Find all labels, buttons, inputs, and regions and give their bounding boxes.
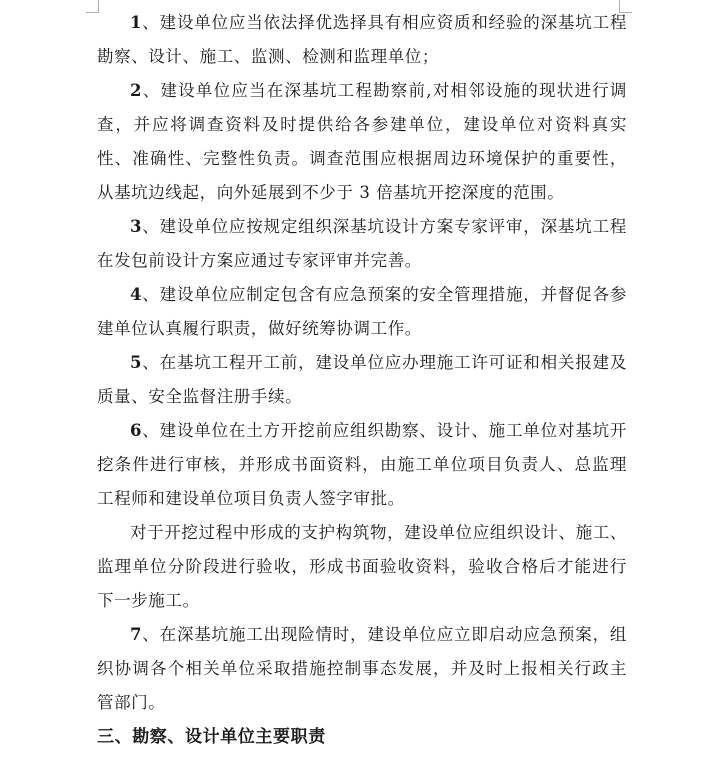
item-number: 1 xyxy=(130,13,143,32)
paragraph-text: 、建设单位应按规定组织深基坑设计方案专家评审，深基坑工程在发包前设计方案应通过专家评审并完善。 xyxy=(97,217,627,270)
paragraph-4 xyxy=(97,278,627,346)
paragraph-text: 、在基坑工程开工前，建设单位应办理施工许可证和相关报建及质量、安全监督注册手续。 xyxy=(97,353,627,406)
paragraph-3 xyxy=(97,210,627,278)
item-number: 4 xyxy=(130,285,143,304)
section-heading: 三、勘察、设计单位主要职责 xyxy=(97,727,326,747)
paragraph-1 xyxy=(97,6,627,74)
item-number: 3 xyxy=(130,217,143,236)
item-number: 6 xyxy=(130,421,143,440)
paragraph-text: 对于开挖过程中形成的支护构筑物，建设单位应组织设计、施工、监理单位分阶段进行验收，形成书面验收资料，验收合格后才能进行下一步施工。 xyxy=(97,523,627,610)
paragraph-text: 、建设单位应当依法择优选择具有相应资质和经验的深基坑工程勘察、设计、施工、监测、检测和监理单位； xyxy=(97,13,627,66)
paragraph-text: 、建设单位应当在深基坑工程勘察前,对相邻设施的现状进行调查，并应将调查资料及时提供给各参建单位，建设单位对资料真实性、准确性、完整性负责。调查范围应根据周边环境保护的重要性，从基坑边线起，向外延展到不少于 3 倍基坑开挖深度的范围。 xyxy=(97,81,627,202)
paragraph-5 xyxy=(97,346,627,414)
item-number: 5 xyxy=(130,353,143,372)
paragraph-2 xyxy=(97,74,627,210)
paragraph-text: 、在深基坑施工出现险情时，建设单位应立即启动应急预案，组织协调各个相关单位采取措施控制事态发展，并及时上报相关行政主管部门。 xyxy=(97,625,627,712)
paragraph-6-continuation xyxy=(97,516,627,618)
item-number: 7 xyxy=(130,625,143,644)
paragraph-text: 、建设单位应制定包含有应急预案的安全管理措施，并督促各参建单位认真履行职责，做好统筹协调工作。 xyxy=(97,285,627,338)
paragraph-text: 、建设单位在土方开挖前应组织勘察、设计、施工单位对基坑开挖条件进行审核，并形成书面资料，由施工单位项目负责人、总监理工程师和建设单位项目负责人签字审批。 xyxy=(97,421,627,508)
item-number: 2 xyxy=(130,81,143,100)
paragraph-6 xyxy=(97,414,627,516)
document-page xyxy=(97,6,627,754)
paragraph-7 xyxy=(97,618,627,720)
